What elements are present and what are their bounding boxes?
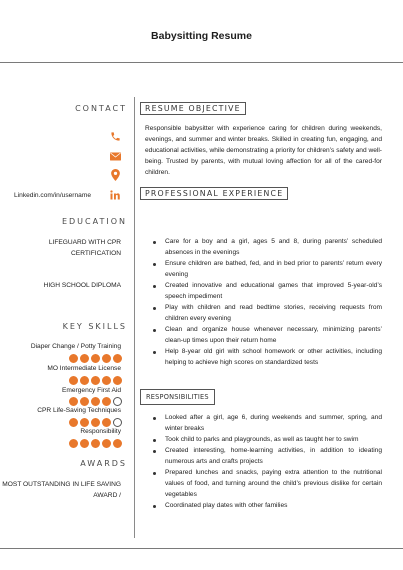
experience-item: Ensure children are bathed, fed, and in bed prior to parents’ return every evening xyxy=(165,259,382,281)
rating-dot-empty xyxy=(113,397,122,406)
rating-dot-filled xyxy=(91,439,100,448)
rating-dot-filled xyxy=(80,418,89,427)
skill-rating xyxy=(69,354,122,363)
contact-heading: CONTACT xyxy=(75,104,127,113)
rating-dot-filled xyxy=(91,397,100,406)
responsibilities-heading: RESPONSIBILITIES xyxy=(140,389,215,405)
skill-rating xyxy=(69,376,122,385)
objective-heading: RESUME OBJECTIVE xyxy=(140,102,246,115)
experience-heading: PROFESSIONAL EXPERIENCE xyxy=(140,187,288,200)
responsibility-item: Took child to parks and playgrounds, as well as taught her to swim xyxy=(165,435,382,446)
skill-label: MO Intermediate License xyxy=(47,365,121,372)
linkedin-url[interactable]: Linkedin.com/in/username xyxy=(14,192,91,199)
rating-dot-filled xyxy=(102,376,111,385)
skill-rating xyxy=(69,439,122,448)
rating-dot-filled xyxy=(91,376,100,385)
rating-dot-filled xyxy=(69,354,78,363)
rating-dot-filled xyxy=(113,376,122,385)
rating-dot-filled xyxy=(102,418,111,427)
objective-text: Responsible babysitter with experience caring for children during weekends, evenings, and summer and winter breaks. Skilled in creating fun, engaging, and educational activities, while demonstrating a priority for children’s safety and well-being. Trusted by parents, with mutual loving affection for all of the cared-for children. xyxy=(145,125,383,177)
key-skills-heading: KEY SKILLS xyxy=(62,322,127,331)
resume-title: Babysitting Resume xyxy=(151,30,252,42)
skill-rating xyxy=(69,418,122,427)
skill-label: Diaper Change / Potty Training xyxy=(30,343,121,350)
rating-dot-filled xyxy=(91,354,100,363)
rating-dot-filled xyxy=(91,418,100,427)
rating-dot-filled xyxy=(69,376,78,385)
experience-item: Care for a boy and a girl, ages 5 and 8, during parents’ scheduled absences in the evenings xyxy=(165,237,382,259)
responsibility-item: Created interesting, home-learning activities, in addition to ideating numerous arts and crafts projects xyxy=(165,446,382,468)
experience-item: Created innovative and educational games that improved 5-year-old’s speech impediment xyxy=(165,281,382,303)
rating-dot-filled xyxy=(69,439,78,448)
rating-dot-filled xyxy=(102,439,111,448)
experience-list xyxy=(145,237,382,369)
rating-dot-filled xyxy=(69,418,78,427)
rating-dot-filled xyxy=(102,354,111,363)
experience-item: Play with children and read bedtime stories, receiving requests from children every evening xyxy=(165,303,382,325)
column-divider xyxy=(134,97,135,538)
responsibility-item: Looked after a girl, age 6, during weekends and summer, spring, and winter breaks xyxy=(165,413,382,435)
rating-dot-empty xyxy=(113,418,122,427)
education-item: HIGH SCHOOL DIPLOMA xyxy=(43,282,121,289)
rating-dot-filled xyxy=(80,439,89,448)
awards-heading: AWARDS xyxy=(80,459,127,468)
phone-icon xyxy=(109,130,121,142)
skill-rating xyxy=(69,397,122,406)
rating-dot-filled xyxy=(69,397,78,406)
responsibility-item: Coordinated play dates with other families xyxy=(165,501,382,512)
rating-dot-filled xyxy=(113,354,122,363)
award-item: MOST OUTSTANDING IN LIFE SAVING AWARD / xyxy=(2,481,121,499)
rating-dot-filled xyxy=(113,439,122,448)
rating-dot-filled xyxy=(80,376,89,385)
experience-item: Help 8-year old girl with school homework or other activities, including helping to achieve high scores on standardized tests xyxy=(165,347,382,369)
bottom-divider xyxy=(0,548,403,549)
experience-item: Clean and organize house whenever necessary, minimizing parents’ clean-up times upon their return home xyxy=(165,325,382,347)
rating-dot-filled xyxy=(80,354,89,363)
rating-dot-filled xyxy=(102,397,111,406)
responsibility-item: Prepared lunches and snacks, paying extra attention to the nutritional values of food, and turning around the child’s previous dislike for certain vegetables xyxy=(165,468,382,501)
top-divider xyxy=(0,62,403,63)
skill-label: Responsibility xyxy=(80,428,121,435)
skill-label: CPR Life-Saving Techniques xyxy=(37,407,121,414)
responsibilities-list xyxy=(145,413,382,512)
email-icon xyxy=(109,150,121,162)
education-heading: EDUCATION xyxy=(61,217,127,226)
rating-dot-filled xyxy=(80,397,89,406)
linkedin-icon xyxy=(109,189,121,201)
location-icon xyxy=(109,169,121,181)
education-item: LIFEGUARD WITH CPR CERTIFICATION xyxy=(48,239,121,257)
skill-label: Emergency First Aid xyxy=(62,387,121,394)
